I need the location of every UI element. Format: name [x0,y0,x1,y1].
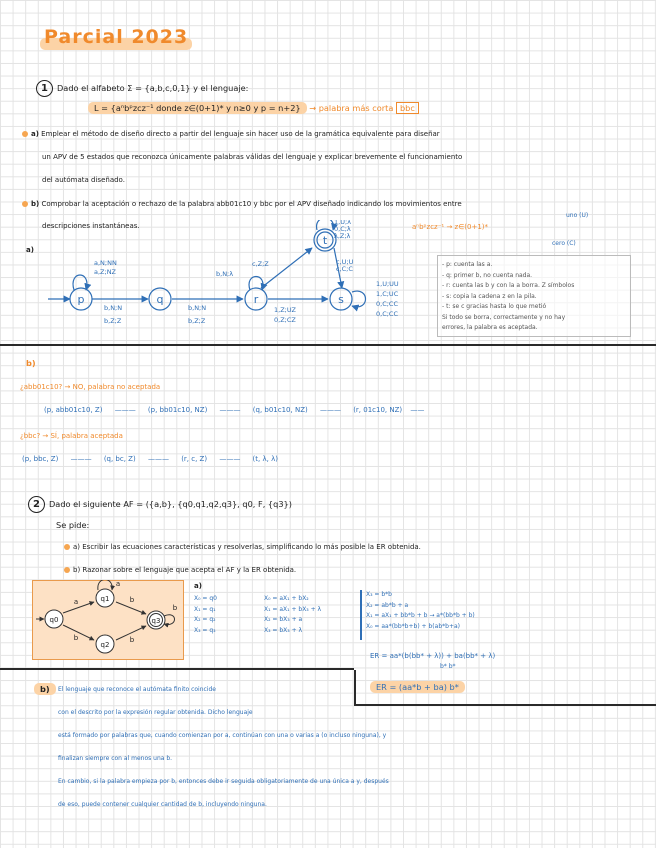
label-t-loop-2: 0,C;λ [334,225,351,233]
fa-label-q1-q3: b [129,596,135,604]
page-title: Parcial 2023 [44,26,189,48]
fa-state-q0: q0 [49,616,59,624]
label-p-q-1: b,N;N [104,304,123,312]
eq-line: X₁ = q₁ [194,605,216,613]
legend-line: - p: cuenta las a. [442,261,493,268]
ex1-language-row [88,103,419,113]
bullet-icon [22,201,28,207]
loop-s [352,291,366,307]
label-t-loop-3: λ,Z;λ [334,232,351,240]
side-uno: uno (U) [566,212,589,219]
label-t-s-2: c,C;C [336,265,353,273]
word1-step: (q, b01c10, NZ) [252,406,308,414]
word1-step: (p, abb01c10, Z) [44,406,103,414]
word1-step: (p, bb01c10, NZ) [147,406,208,414]
eq-col2 [264,594,321,636]
ex1-qb-text2: descripciones instantáneas. [42,222,140,230]
eq-line: X₁ = aX₁ + bb*b + b → a*(bb*b + b) [366,612,475,619]
word2-question: ¿bbc? → SÍ, palabra aceptada [20,432,123,440]
edge-r-t [261,248,312,288]
word1-step: (r, 01c10, NZ) [353,406,403,414]
word2-step: (p, bbc, Z) [22,455,59,463]
word2-step: (r, c, Z) [181,455,208,463]
fa-label-q3-loop: b [172,604,178,612]
eq-line: X₂ = q₂ [194,616,216,623]
ex2-sol-b-label [34,684,56,694]
sol-b-line: de eso, puede contener cualquier cantidad de b, incluyendo ninguna. [58,801,267,808]
ex2-qa [64,543,421,551]
word2-step: (t, λ, λ) [252,455,278,463]
er-step: ER = aa*(b(bb* + λ)) + ba(bb* + λ) [370,652,496,660]
ex2-qa-text: a) Escribir las ecuaciones características y resolverlas, simplificando lo más posible la ER obtenida. [73,543,421,551]
eq-line: X₂ = ab*b + a [366,601,409,609]
ex1-qa-label: a) [31,130,39,138]
divider-1 [0,344,656,346]
ex1-number: 1 [36,80,53,97]
ex2-intro [28,496,292,513]
ex1-sol-b-label: b) [26,358,36,368]
state-r: r [253,293,259,306]
word2-step: (q, bc, Z) [103,455,136,463]
fa-label-q0-q2: b [73,634,79,642]
fa-label-q2-q3: b [129,636,135,644]
word1-steps: (p, abb01c10, Z) ——— (p, bb01c10, NZ) ——— (q, b01c10, NZ) ——— (r, 01c10, NZ) —— [44,406,425,414]
eq-col3 [366,590,475,632]
ex1-qb-label: b) [31,200,40,208]
eq-line: X₃ = q₃ [194,626,216,634]
ex1-qa-text2: un APV de 5 estados que reconozca únicamente palabras válidas del lenguaje y explicar brevemente el funcionamiento [42,153,463,161]
divider-2 [0,668,354,670]
eq-line: X₀ = q0 [194,595,217,602]
legend-line: errores, la palabra es aceptada. [442,324,538,331]
state-s: s [338,293,344,306]
fa-edge-q0-q1 [63,602,94,613]
fa-state-q3: q3 [151,617,161,625]
ex1-sol-a-label: a) [26,246,34,254]
sol-b-line: está formado por palabras que, cuando comienzan por a, continúan con una o varias a (o incluso ninguna), y [58,732,387,739]
fa-diagram [32,580,182,658]
side-cero: cero (C) [552,240,576,247]
fa-label-q1-loop: a [115,580,121,588]
label-s-loop-3: 0,C;CC [376,300,399,308]
label-p-loop-1: a,N;NN [94,259,117,267]
label-r-s-1: 1,Z;UZ [274,306,296,314]
label-q-r-2: b,Z;Z [188,317,206,325]
apv-diagram [30,220,440,345]
fa-loop-q3 [164,615,175,625]
ex1-qb-text1: Comprobar la aceptación o rechazo de la palabra abb01c10 y bbc por el APV diseñado indicando los movimientos entre [41,200,462,208]
eq-line: X₁ = aX₁ + bX₃ + λ [264,605,322,613]
ex1-qa-text1: Emplear el método de diseño directo a partir del lenguaje sin hacer uso de la gramática equivalente para diseñar [41,130,440,138]
legend-line: - q: primer b, no cuenta nada. [442,271,533,279]
legend-line: - r: cuenta las b y con la a borra. Z símbolos [442,282,575,289]
fa-state-q2: q2 [100,641,110,649]
label-r-loop: b,N;λ [216,270,234,278]
sol-b-line: con el descrito por la expresión regular obtenida. Dicho lenguaje [58,709,253,716]
label-s-loop-4: 0,C;CC [376,310,399,318]
label-r-s-2: 0,Z;CZ [274,316,296,324]
eq-line: X₀ = aa*(bb*b+b) + b(ab*b+a) [366,622,460,630]
eq-line: X₂ = bX₃ + a [264,616,303,623]
label-q-r-1: b,N;N [188,304,207,312]
ex1-language: L = {aⁿbᵖzcz⁻¹ donde z∈(0+1)* y n≥0 y p = n+2} [88,102,307,114]
state-t: t [322,234,328,247]
word1-question: ¿abb01c10? → NO, palabra no aceptada [20,383,161,391]
ex1-qa-line1 [22,130,440,138]
sol-b-line: finalizan siempre con al menos una b. [58,755,173,762]
ex2-sol-b-label-text: b) [34,683,56,695]
label-r-t: c,Z;Z [252,260,269,268]
word2-steps: (p, bbc, Z) ——— (q, bc, Z) ——— (r, c, Z) ——— (t, λ, λ) [22,455,278,463]
label-t-loop-1: 1,U;λ [334,220,351,226]
label-s-loop-1: 1,U;UU [376,280,399,288]
label-p-loop-2: a,Z;NZ [94,268,117,276]
ex2-qb [64,566,296,574]
eq-line: X₃ = b*b [366,591,392,598]
er-box-border [354,670,656,706]
state-q: q [156,293,164,306]
ex1-shortest-note: → palabra más corta [309,103,394,113]
label-s-loop-2: 1,C;UC [376,290,399,298]
apv-legend [437,255,631,337]
label-p-q-2: b,Z;Z [104,317,122,325]
state-p: p [77,293,85,306]
ex2-intro-text: Dado el siguiente AF = ({a,b}, {q0,q1,q2,q3}, q0, F, {q3}) [49,499,292,509]
bullet-icon [64,567,70,573]
er-final-text: ER = (aa*b + ba) b* [370,681,465,693]
er-step-den: b* b* [440,663,456,670]
ex1-shortest-word: bbc [396,102,419,114]
ex2-number: 2 [28,496,45,513]
ex2-qb-text: b) Razonar sobre el lenguaje que acepta el AF y la ER obtenida. [73,566,297,574]
legend-line: - s: copia la cadena z en la pila. [442,292,537,300]
ex1-qb-line1 [22,200,462,208]
sol-b-line: El lenguaje que reconoce el autómata finito coincide [58,686,216,693]
ex2-se-pide: Se pide: [56,520,90,530]
side-formula: aⁿbᵖzcz⁻¹ → z∈(0+1)* [412,223,489,231]
label-t-s-1: c,U;U [336,258,354,266]
ex1-intro [36,80,248,97]
bullet-icon [22,131,28,137]
fa-edge-q0-q2 [63,625,94,640]
fa-state-q1: q1 [100,595,110,603]
legend-line: Si todo se borra, correctamente y no hay [442,313,566,321]
eq-line: X₃ = bX₃ + λ [264,626,303,634]
eq-line: X₀ = aX₁ + bX₂ [264,595,309,602]
fa-label-q0-q1: a [73,598,79,606]
ex2-sol-a-label: a) [194,582,202,590]
sol-b-line: En cambio, si la palabra empieza por b, entonces debe ir seguida obligatoriamente de una única a y, después [58,778,389,785]
eq-col1 [194,594,217,636]
bullet-icon [64,544,70,550]
ex1-qa-text3: del autómata diseñado. [42,176,125,184]
ex1-intro-text: Dado el alfabeto Σ = {a,b,c,0,1} y el lenguaje: [57,83,249,93]
legend-line: - t: se c gracias hasta lo que metió [442,303,547,310]
eq-col3-bar [360,590,362,640]
